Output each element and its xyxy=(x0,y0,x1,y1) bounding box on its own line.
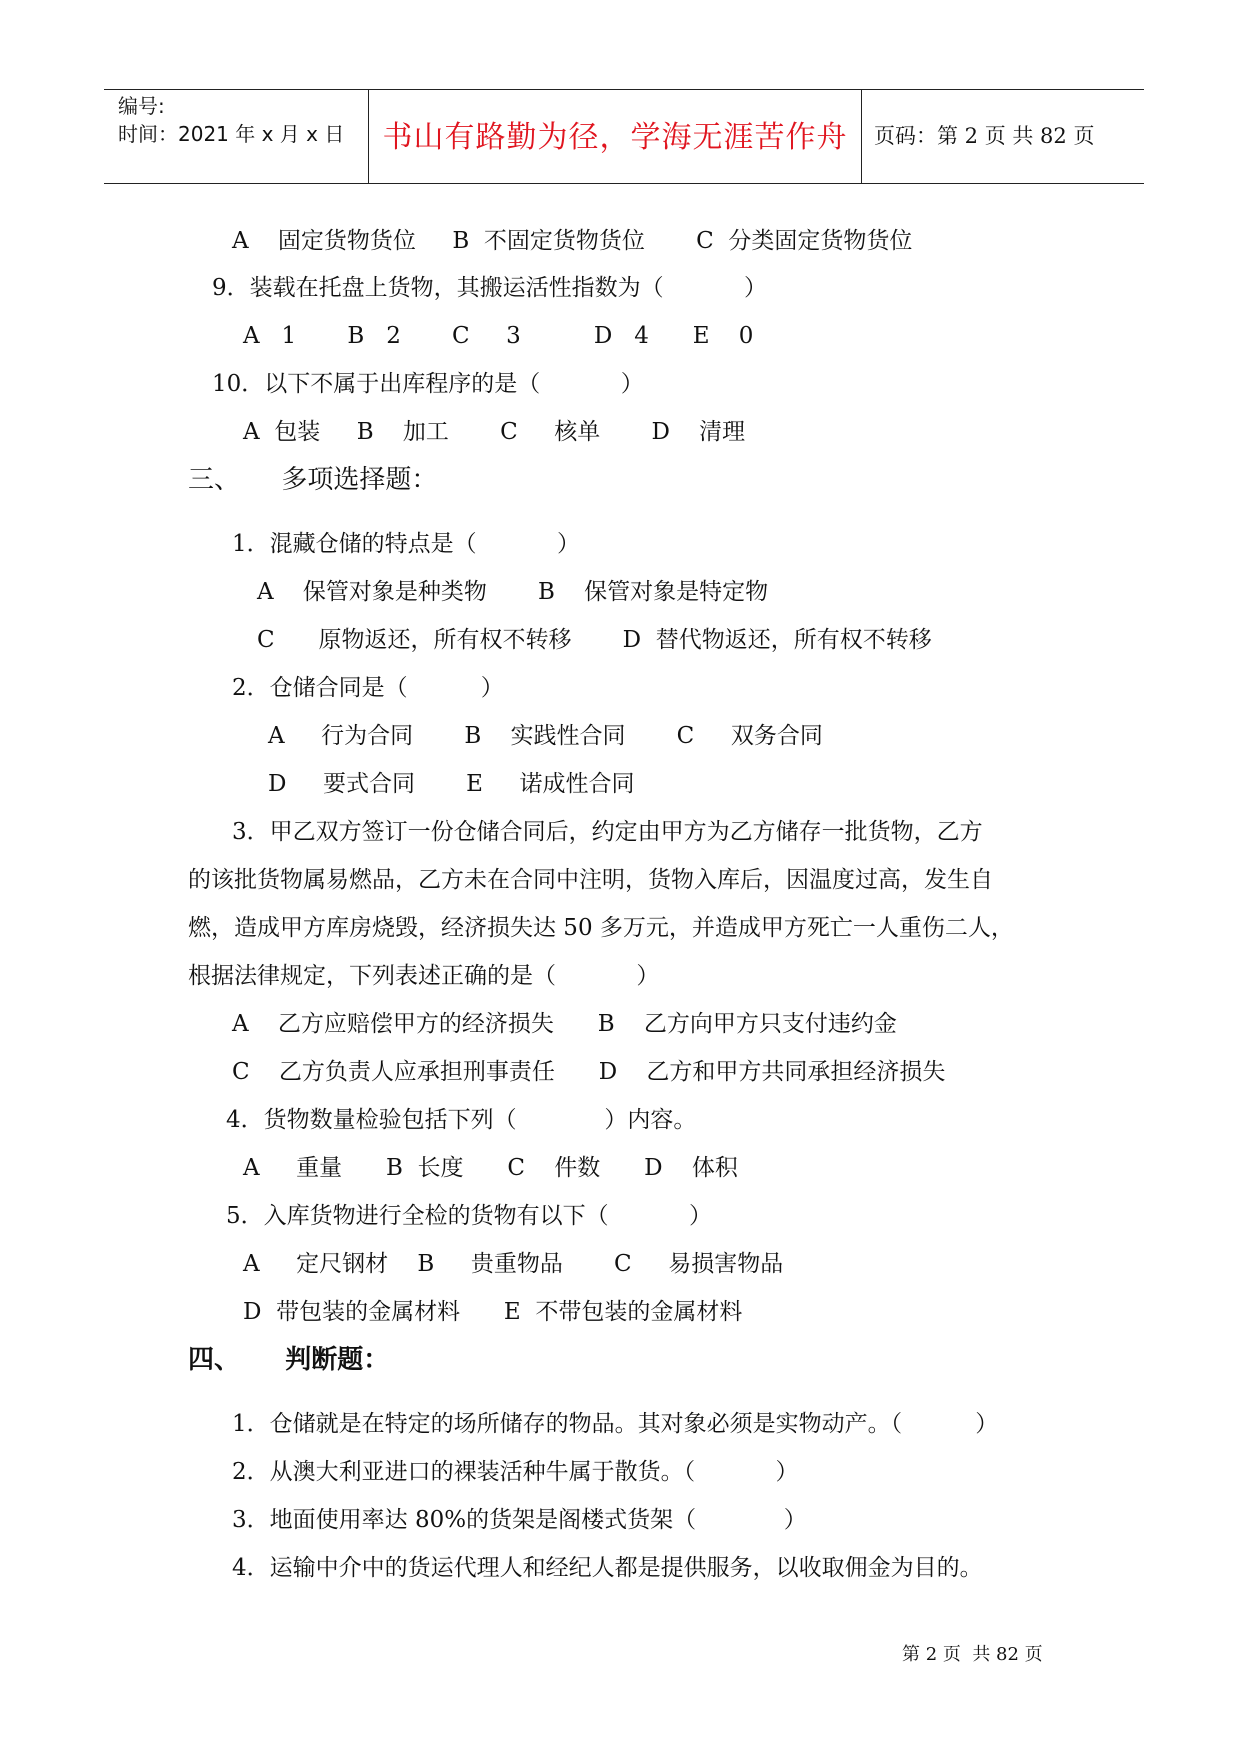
question-line: 9．装载在托盘上货物，其搬运活性指数为（ ） xyxy=(212,275,768,301)
header-meta xyxy=(118,92,344,148)
section-heading: 三、 多项选择题： xyxy=(188,465,438,495)
option-line: A 保管对象是种类物 B 保管对象是特定物 xyxy=(257,579,769,605)
option-line: A 行为合同 B 实践性合同 C 双务合同 xyxy=(268,723,823,749)
header-divider xyxy=(861,90,862,183)
document-time-label: 时间：2021 年 x 月 x 日 xyxy=(118,122,345,146)
option-line: A 1 B 2 C 3 D 4 E 0 xyxy=(243,323,754,349)
section-heading: 四、 判断题： xyxy=(188,1345,390,1375)
question-line: 2．从澳大利亚进口的裸装活种牛属于散货。（ ） xyxy=(232,1459,799,1485)
option-line: A 重量 B 长度 C 件数 D 体积 xyxy=(243,1155,738,1181)
page-footer: 第 2 页 共 82 页 xyxy=(902,1644,1043,1665)
question-line: 的该批货物属易燃品，乙方未在合同中注明，货物入库后，因温度过高，发生自 xyxy=(188,867,993,893)
question-line: 燃，造成甲方库房烧毁，经济损失达 50 多万元，并造成甲方死亡一人重伤二人， xyxy=(188,915,1014,941)
question-line: 2．仓储合同是（ ） xyxy=(232,675,504,701)
document-number-label: 编号: xyxy=(118,94,165,118)
option-line: C 乙方负责人应承担刑事责任 D 乙方和甲方共同承担经济损失 xyxy=(232,1059,946,1085)
option-line: A 乙方应赔偿甲方的经济损失 B 乙方向甲方只支付违约金 xyxy=(232,1011,897,1037)
question-line: 10．以下不属于出库程序的是（ ） xyxy=(212,371,644,397)
option-line: C 原物返还，所有权不转移 D 替代物返还，所有权不转移 xyxy=(257,627,932,653)
question-line: 5．入库货物进行全检的货物有以下（ ） xyxy=(226,1203,713,1229)
option-line: D 带包装的金属材料 E 不带包装的金属材料 xyxy=(243,1299,743,1325)
option-line: A 固定货物货位 B 不固定货物货位 C 分类固定货物货位 xyxy=(232,228,913,254)
question-line: 3．甲乙双方签订一份仓储合同后，约定由甲方为乙方储存一批货物，乙方 xyxy=(232,819,983,845)
option-line: D 要式合同 E 诺成性合同 xyxy=(268,771,635,797)
question-line: 4．货物数量检验包括下列（ ）内容。 xyxy=(226,1107,697,1133)
question-line: 1．混藏仓储的特点是（ ） xyxy=(232,531,581,557)
question-line: 4．运输中介中的货运代理人和经纪人都是提供服务，以收取佣金为目的。 xyxy=(232,1555,983,1581)
option-line: A 包装 B 加工 C 核单 D 清理 xyxy=(243,419,746,445)
question-line: 1．仓储就是在特定的场所储存的物品。其对象必须是实物动产。（ ） xyxy=(232,1411,999,1437)
option-line: A 定尺钢材 B 贵重物品 C 易损害物品 xyxy=(243,1251,784,1277)
page-header xyxy=(104,89,1144,184)
question-line: 3．地面使用率达 80%的货架是阁楼式货架（ ） xyxy=(232,1507,807,1533)
header-motto: 书山有路勤为径，学海无涯苦作舟 xyxy=(382,120,848,155)
question-line: 根据法律规定，下列表述正确的是（ ） xyxy=(188,963,660,989)
header-page-number: 页码：第 2 页 共 82 页 xyxy=(874,124,1095,148)
